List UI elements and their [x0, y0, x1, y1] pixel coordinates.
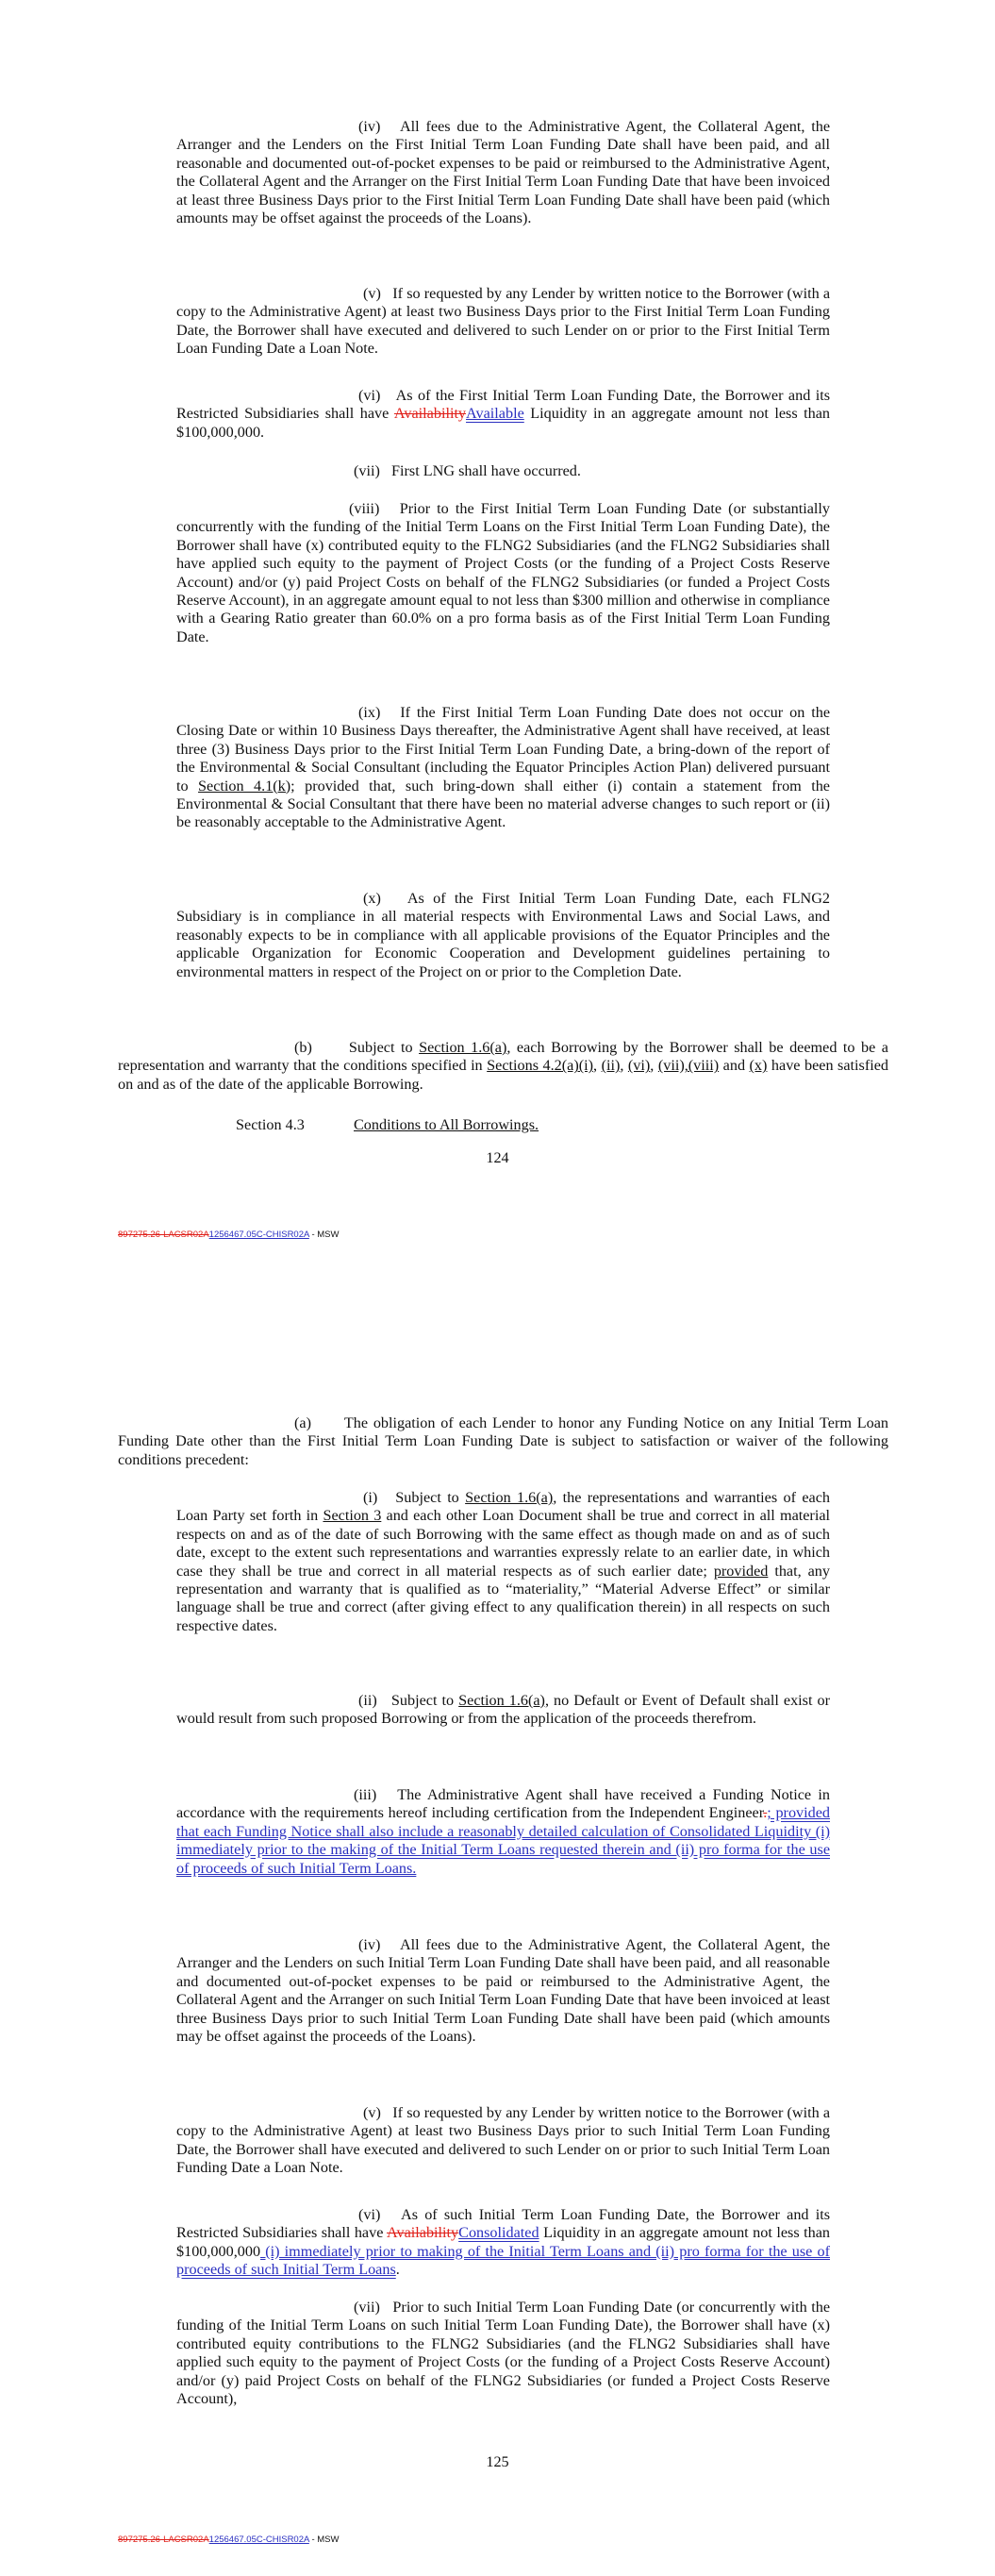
section-reference: (vi) [627, 1057, 651, 1075]
clause-text: , each Borrowing by the Borrower shall be deemed to be a representation and warranty that the conditions specified in [118, 1039, 888, 1075]
footer-deleted-id: 897275.26-LACSR02A [118, 1229, 209, 1240]
document-page-125 [0, 1321, 995, 2576]
clause-text: If the First Initial Term Loan Funding Date does not occur on the Closing Date or within 10 Business Days thereafter, the Administrative Agent shall have received, at least three (3) Business Days prior to the First Initial Term Loan Funding Date, a bring-down of the report of the Environmental & Social Consultant (including the Equator Principles Action Plan) delivered pursuant to [176, 704, 831, 795]
clause-text: Prior to such Initial Term Loan Funding Date (or concurrently with the funding of the Initial Term Loans on such Initial Term Loan Funding Date), the Borrower shall have (x) contributed equity contributions to the FLNG2 Subsidiaries (and the FLNG2 Subsidiaries shall have applied such equity to the payment of Project Costs (or the funding of a Project Costs Reserve Account) and/or (y) paid Project Costs on behalf of the FLNG2 Subsidiaries (or funded a Project Costs Reserve Account), [176, 2299, 830, 2408]
clause-text: All fees due to the Administrative Agent, the Collateral Agent, the Arranger and the Lenders on the First Initial Term Loan Funding Date shall have been paid, and all reasonable and documented out-of-pocket expenses to be paid or reimbursed to the Administrative Agent, the Collateral Agent and the Arranger on the First Initial Term Loan Funding Date that have been invoiced at least three Business Days prior to the First Initial Term Loan Funding Date shall have been paid (which amounts may be offset against the proceeds of the Loans). [176, 118, 831, 227]
paragraph-x [176, 890, 830, 981]
clause-number: (x) [363, 890, 381, 907]
paragraph-v [176, 2104, 830, 2178]
footer-deleted-id: 897275.26-LACSR02A [118, 2534, 209, 2545]
clause-number: (viii) [349, 500, 380, 517]
paragraph-iii [176, 1786, 830, 1878]
clause-text: All fees due to the Administrative Agent, the Collateral Agent, the Arranger and the Lenders on such Initial Term Loan Funding Date shall have been paid, and all reasonable and documented out-of-pocket expenses to be paid or reimbursed to the Administrative Agent, the Collateral Agent and the Arranger on such Initial Term Loan Funding Date that have been invoiced at least three Business Days prior to such Initial Term Loan Funding Date shall have been paid (which amounts may be offset against the proceeds of the Loans). [176, 1936, 831, 2046]
clause-number: (ix) [358, 704, 381, 721]
clause-text: The obligation of each Lender to honor any Funding Notice on any Initial Term Loan Funding Date other than the First Initial Term Loan Funding Date is subject to satisfaction or waiver of the following conditions precedent: [118, 1414, 889, 1468]
clause-number: (vi) [358, 387, 381, 404]
section-number: Section 4.3 [236, 1116, 305, 1133]
clause-number: (vi) [358, 2206, 381, 2223]
paragraph-iv [176, 118, 830, 227]
paragraph-a [118, 1414, 888, 1469]
clause-text: and each other Loan Document shall be true and correct in all material respects on and as of the date of such Borrowing with the same effect as though made on and as of such date, except to the extent such representations and warranties expressly relate to an earlier date, in which case they shall be true and correct in all material respects as of such earlier date; [176, 1507, 831, 1580]
clause-number: (vii) [354, 462, 380, 479]
section-heading [236, 1116, 539, 1134]
clause-number: (iii) [354, 1786, 377, 1803]
page-number: 125 [486, 2453, 509, 2470]
clause-text: Subject to [395, 1489, 466, 1506]
clause-text: have been satisfied on and as of the date of the applicable Borrowing. [118, 1057, 889, 1093]
section-reference: Section 1.6(a) [419, 1039, 507, 1056]
clause-number: (i) [363, 1489, 378, 1506]
clause-text: that, any representation and warranty that is qualified as to “materiality,” “Material Adverse Effect” or similar language shall be true and correct (after giving effect to any qualification therein) in all respects on such respective dates. [176, 1562, 830, 1634]
inserted-text: (i) immediately prior to making of the Initial Term Loans and (ii) pro forma for the use of proceeds of such Initial Term Loans [176, 2242, 830, 2279]
provided-term: provided [713, 1562, 769, 1580]
inserted-text: Consolidated [458, 2224, 539, 2242]
page-number: 124 [486, 1149, 509, 1166]
footer-inserted-id: 1256467.05C-CHISR02A [208, 2534, 309, 2545]
clause-text: Liquidity in an aggregate amount not less than $100,000,000. [176, 405, 830, 441]
section-reference: Section 4.1(k) [198, 777, 291, 795]
section-reference: (vii),(viii) [657, 1057, 720, 1075]
footer-inserted-id: 1256467.05C-CHISR02A [208, 1229, 309, 1240]
clause-text: . [395, 2261, 400, 2279]
paragraph-vi [176, 387, 830, 442]
separator: , [593, 1057, 602, 1075]
deleted-text: Availability [393, 405, 467, 423]
clause-text: Liquidity in an aggregate amount not less than $100,000,000 [176, 2224, 831, 2260]
clause-text: and [719, 1057, 750, 1075]
deleted-text: Availability [387, 2224, 459, 2242]
clause-number: (iv) [358, 118, 381, 135]
footer-suffix: - MSW [308, 1229, 340, 1240]
inserted-text: ; provided that each Funding Notice shall also include a reasonably detailed calculation of Consolidated Liquidity (i) immediately prior to the making of the Initial Term Loans requested therein and (ii) pro forma for the use of proceeds of such Initial Term Loans. [176, 1804, 830, 1877]
clause-text: As of the First Initial Term Loan Funding Date, the Borrower and its Restricted Subsidiaries shall have [176, 387, 830, 423]
section-reference: (x) [749, 1057, 768, 1075]
clause-text: As of the First Initial Term Loan Funding Date, each FLNG2 Subsidiary is in compliance in all material respects with Environmental Laws and Social Laws, and reasonably expects to be in compliance with all applicable provisions of the Equator Principles and the applicable Organization for Economic Cooperation and Development guidelines pertaining to environmental matters in respect of the Project on or prior to the Completion Date. [176, 890, 830, 980]
document-footer [118, 1229, 339, 1241]
clause-text: Subject to [390, 1692, 459, 1709]
clause-text: If so requested by any Lender by written notice to the Borrower (with a copy to the Administrative Agent) at least two Business Days prior to the First Initial Term Loan Funding Date, the Borrower shall have executed and delivered to such Lender on or prior to the First Initial Term Loan Funding Date a Loan Note. [176, 285, 831, 358]
clause-number: (vii) [354, 2299, 380, 2316]
section-reference: Section 1.6(a) [465, 1489, 554, 1506]
footer-suffix: - MSW [308, 2534, 340, 2545]
clause-text: Subject to [348, 1039, 420, 1056]
document-footer [118, 2534, 339, 2546]
separator: , [620, 1057, 628, 1075]
clause-text: As of such Initial Term Loan Funding Date, the Borrower and its Restricted Subsidiaries shall have [176, 2206, 831, 2242]
clause-text: If so requested by any Lender by written notice to the Borrower (with a copy to the Administrative Agent) at least two Business Days prior to such Initial Term Loan Funding Date, the Borrower shall have executed and delivered to such Lender on or prior to such Initial Term Loan Funding Date a Loan Note. [176, 2104, 831, 2177]
paragraph-vii [176, 462, 830, 480]
clause-text: ; provided that, such bring-down shall either (i) contain a statement from the Environmental & Social Consultant that there have been no material adverse changes to such report or (ii) be reasonably acceptable to the Administrative Agent. [176, 777, 830, 831]
paragraph-vi [176, 2206, 830, 2280]
section-reference: Section 3 [323, 1507, 382, 1525]
paragraph-iv [176, 1936, 830, 2046]
inserted-text: Available [466, 405, 524, 423]
section-title: Conditions to All Borrowings. [354, 1116, 539, 1133]
clause-text: Prior to the First Initial Term Loan Funding Date (or substantially concurrently with the funding of the Initial Term Loans on the First Initial Term Loan Funding Date), the Borrower shall have (x) contributed equity to the FLNG2 Subsidiaries (and the FLNG2 Subsidiaries shall have applied such equity to the payment of Project Costs (or the funding of a Project Costs Reserve Account) and/or (y) paid Project Costs on behalf of the FLNG2 Subsidiaries (or funded a Project Costs Reserve Account), in an aggregate amount equal to not less than $300 million and otherwise in compliance with a Gearing Ratio greater than 60.0% on a pro forma basis as of the First Initial Term Loan Funding Date. [176, 500, 830, 645]
paragraph-ix [176, 704, 830, 832]
paragraph-v [176, 285, 830, 359]
paragraph-vii [176, 2299, 830, 2408]
section-reference: Sections 4.2(a)(i) [487, 1057, 594, 1075]
clause-text: , the representations and warranties of each Loan Party set forth in [176, 1489, 830, 1525]
clause-number: (ii) [358, 1692, 377, 1709]
clause-text: First LNG shall have occurred. [391, 462, 581, 479]
deleted-text: . [763, 1804, 768, 1822]
separator: , [650, 1057, 658, 1075]
clause-number: (a) [294, 1414, 311, 1431]
clause-number: (v) [363, 285, 381, 302]
clause-text: The Administrative Agent shall have received a Funding Notice in accordance with the requirements hereof including certification from the Independent Engineer [176, 1786, 831, 1822]
paragraph-i [176, 1489, 830, 1635]
clause-text: , no Default or Event of Default shall exist or would result from such proposed Borrowing or from the application of the proceeds therefrom. [176, 1692, 830, 1728]
section-reference: (ii) [601, 1057, 621, 1075]
section-reference: Section 1.6(a) [458, 1692, 545, 1709]
paragraph-viii [176, 500, 830, 646]
clause-number: (b) [294, 1039, 312, 1056]
paragraph-b [118, 1039, 888, 1094]
clause-number: (v) [363, 2104, 381, 2121]
paragraph-ii [176, 1692, 830, 1729]
clause-number: (iv) [358, 1936, 381, 1953]
